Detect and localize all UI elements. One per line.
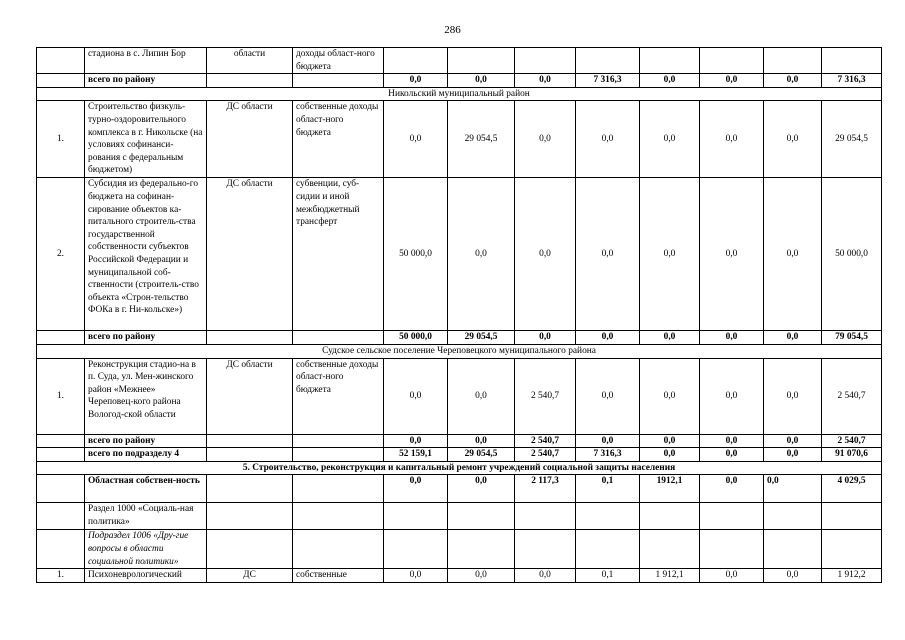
value-cell: 0,0 — [764, 358, 822, 434]
total-cell: 91 070,6 — [822, 448, 882, 462]
value-cell: 52 159,1 — [384, 448, 448, 462]
total-cell: 29 054,5 — [822, 101, 882, 178]
finance-type: доходы област-ного бюджета — [293, 48, 384, 74]
total-cell: 4 029,5 — [822, 475, 882, 503]
value-cell: 0,0 — [640, 74, 700, 88]
district-title: Никольский муниципальный район — [37, 87, 882, 101]
value-cell: 0,1 — [576, 569, 640, 583]
value-cell — [515, 48, 576, 74]
table-row — [37, 358, 882, 434]
value-cell: 0,0 — [764, 74, 822, 88]
value-cell — [640, 48, 700, 74]
table-row — [37, 530, 882, 569]
value-cell: 0,0 — [764, 475, 822, 503]
value-cell: 0,0 — [764, 448, 822, 462]
value-cell: 0,0 — [384, 74, 448, 88]
object-name: стадиона в с. Липин Бор — [85, 48, 207, 74]
section-label: Раздел 1000 «Социаль-ная политика» — [85, 503, 207, 530]
value-cell: 2 117,3 — [515, 475, 576, 503]
value-cell: 2 540,7 — [515, 434, 576, 448]
value-cell: 0,0 — [764, 101, 822, 178]
value-cell: 50 000,0 — [384, 331, 448, 345]
value-cell: 0,0 — [515, 178, 576, 331]
value-cell: 0,0 — [640, 358, 700, 434]
value-cell: 29 054,5 — [448, 101, 515, 178]
value-cell: 0,0 — [576, 101, 640, 178]
value-cell: 0,0 — [700, 178, 764, 331]
table-body — [37, 48, 882, 583]
total-cell: 1 912,2 — [822, 569, 882, 583]
value-cell: 2 540,7 — [515, 448, 576, 462]
value-cell: 0,0 — [764, 178, 822, 331]
finance-type: собственные доходы област-ного бюджета — [293, 101, 384, 178]
row-number — [37, 48, 85, 74]
value-cell: 0,0 — [384, 569, 448, 583]
value-cell: 0,0 — [515, 569, 576, 583]
value-cell: 29 054,5 — [448, 331, 515, 345]
total-cell: 2 540,7 — [822, 358, 882, 434]
object-name: Субсидия из федерально-го бюджета на софинан-сирование объектов ка-питального строитель-ства государственной собственности субъектов Российской Федерации и муниципальной соб-ственности (строитель-ство объекта «Строн-тельство ФОКа в г. Ни-кольске») — [85, 178, 207, 331]
total-label: всего по району — [85, 434, 207, 448]
object-name: Реконструкция стадио-на в п. Суда, ул. Мен-жинского район «Межнее» Череповец-кого района Вологод-ской области — [85, 358, 207, 434]
value-cell: 2 540,7 — [515, 358, 576, 434]
value-cell: 0,0 — [700, 74, 764, 88]
finance-type: собственные доходы област-ного бюджета — [293, 358, 384, 434]
value-cell: 0,0 — [640, 448, 700, 462]
value-cell: 0,0 — [700, 448, 764, 462]
value-cell: 1 912,1 — [640, 569, 700, 583]
total-label: всего по подразделу 4 — [85, 448, 207, 462]
value-cell: 29 054,5 — [448, 448, 515, 462]
total-cell: 2 540,7 — [822, 434, 882, 448]
total-cell — [822, 48, 882, 74]
value-cell: 0,0 — [576, 331, 640, 345]
funding-source: ДС области — [207, 178, 293, 331]
table-row — [37, 569, 882, 583]
total-row — [37, 434, 882, 448]
table-row — [37, 178, 882, 331]
value-cell: 0,0 — [640, 101, 700, 178]
value-cell: 0,0 — [448, 434, 515, 448]
total-cell: 7 316,3 — [822, 74, 882, 88]
funding-source: ДС области — [207, 101, 293, 178]
finance-type: субвенции, суб-сидии и иной межбюджетный трансферт — [293, 178, 384, 331]
value-cell: 0,0 — [384, 434, 448, 448]
table-row — [37, 101, 882, 178]
value-cell — [764, 48, 822, 74]
value-cell: 0,0 — [576, 178, 640, 331]
value-cell: 0,0 — [576, 358, 640, 434]
value-cell: 7 316,3 — [576, 74, 640, 88]
total-cell: 50 000,0 — [822, 178, 882, 331]
value-cell: 0,0 — [700, 434, 764, 448]
value-cell: 50 000,0 — [384, 178, 448, 331]
object-name: Строительство физкуль-турно-оздоровительного комплекса в г. Никольске (на условиях софинанси-рования с федеральным бюджетом) — [85, 101, 207, 178]
value-cell: 0,0 — [764, 331, 822, 345]
value-cell — [384, 48, 448, 74]
district-banner — [37, 344, 882, 358]
total-row — [37, 331, 882, 345]
value-cell: 0,0 — [700, 331, 764, 345]
value-cell: 0,0 — [384, 358, 448, 434]
row-number: 1. — [37, 569, 85, 583]
row-number: 2. — [37, 178, 85, 331]
value-cell: 0,0 — [640, 178, 700, 331]
value-cell: 0,0 — [448, 74, 515, 88]
district-title: Судское сельское поселение Череповецкого муниципального района — [37, 344, 882, 358]
value-cell: 0,0 — [764, 569, 822, 583]
table-row — [37, 48, 882, 74]
funding-source: ДС — [207, 569, 293, 583]
value-cell — [700, 48, 764, 74]
section-title: 5. Строительство, реконструкция и капитальный ремонт учреждений социальной защиты населения — [37, 461, 882, 475]
total-label: всего по району — [85, 74, 207, 88]
value-cell: 0,1 — [576, 475, 640, 503]
table-row — [37, 503, 882, 530]
value-cell: 0,0 — [700, 569, 764, 583]
row-number: 1. — [37, 101, 85, 178]
value-cell: 0,0 — [384, 101, 448, 178]
funding-source: области — [207, 48, 293, 74]
value-cell: 0,0 — [515, 101, 576, 178]
page-number: 286 — [444, 24, 461, 36]
value-cell — [448, 48, 515, 74]
value-cell: 1912,1 — [640, 475, 700, 503]
total-label: всего по району — [85, 331, 207, 345]
object-name: Психоневрологический — [85, 569, 207, 583]
total-row — [37, 74, 882, 88]
value-cell: 0,0 — [448, 178, 515, 331]
value-cell: 0,0 — [515, 74, 576, 88]
subsection-total-row — [37, 448, 882, 462]
total-cell: 79 054,5 — [822, 331, 882, 345]
value-cell: 0,0 — [640, 434, 700, 448]
value-cell: 0,0 — [515, 331, 576, 345]
value-cell: 0,0 — [448, 358, 515, 434]
value-cell: 0,0 — [764, 434, 822, 448]
value-cell: 0,0 — [700, 475, 764, 503]
total-label: Областная собствен-ность — [85, 475, 207, 503]
subsection-label: Подраздел 1006 «Дру-гие вопросы в области социальной политики» — [85, 530, 207, 569]
district-banner — [37, 87, 882, 101]
value-cell: 0,0 — [448, 475, 515, 503]
value-cell: 0,0 — [700, 358, 764, 434]
value-cell: 0,0 — [384, 475, 448, 503]
budget-table — [36, 47, 882, 583]
section-heading-row — [37, 461, 882, 475]
row-number: 1. — [37, 358, 85, 434]
finance-type: собственные — [293, 569, 384, 583]
value-cell: 0,0 — [700, 101, 764, 178]
value-cell: 0,0 — [576, 434, 640, 448]
value-cell: 0,0 — [448, 569, 515, 583]
value-cell — [576, 48, 640, 74]
value-cell: 7 316,3 — [576, 448, 640, 462]
ownership-total-row — [37, 475, 882, 503]
value-cell: 0,0 — [640, 331, 700, 345]
funding-source: ДС области — [207, 358, 293, 434]
